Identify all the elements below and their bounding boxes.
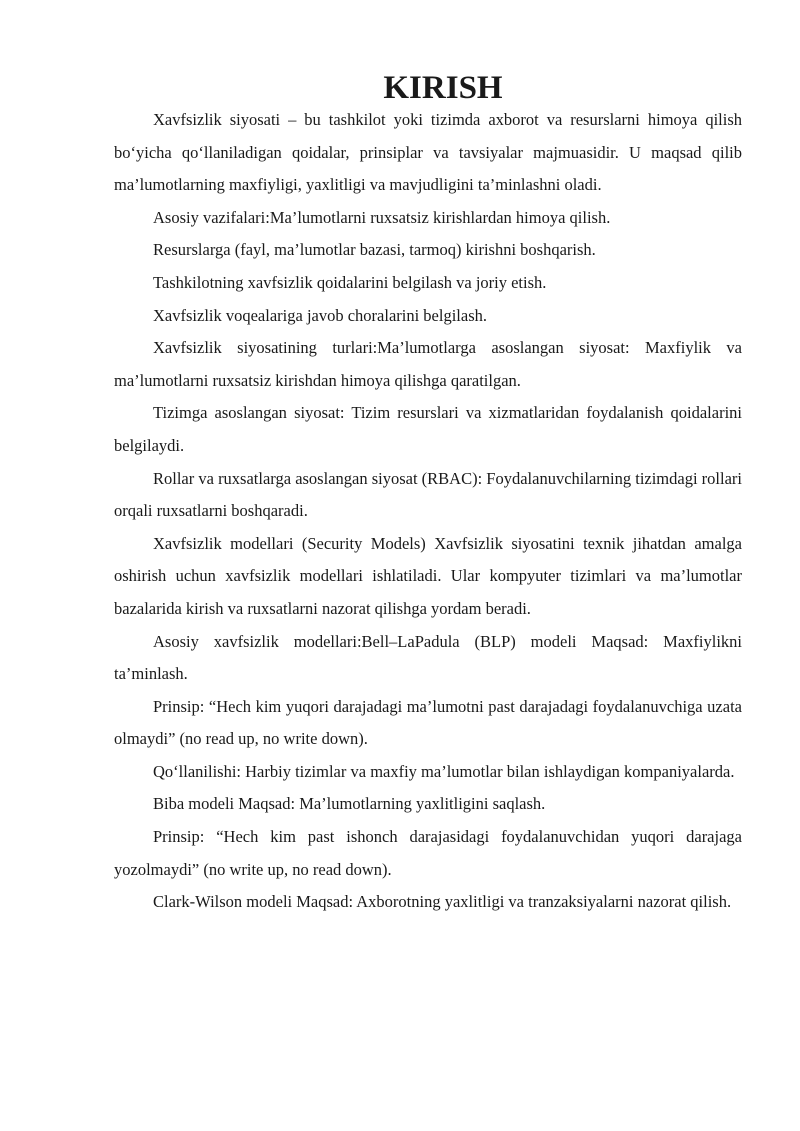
paragraph-policy-types: Xavfsizlik siyosatining turlari:Ma’lumotlarga asoslangan siyosat: Maxfiylik va ma’lumotlarni ruxsatsiz kirishdan himoya qilishga qaratilgan. <box>114 338 742 390</box>
page-title: KIRISH <box>383 70 503 106</box>
paragraph-clark-wilson: Clark-Wilson modeli Maqsad: Axborotning yaxlitligi va tranzaksiyalarni nazorat qilish. <box>153 892 732 912</box>
paragraph-system-policy: Tizimga asoslangan siyosat: Tizim resurslari va xizmatlaridan foydalanish qoidalarini belgilaydi. <box>114 403 742 455</box>
paragraph-rules: Tashkilotning xavfsizlik qoidalarini belgilash va joriy etish. <box>153 272 547 292</box>
paragraph-biba-model: Biba modeli Maqsad: Ma’lumotlarning yaxlitligini saqlash. <box>153 794 546 814</box>
paragraph-main-tasks: Asosiy vazifalari:Ma’lumotlarni ruxsatsiz kirishlardan himoya qilish. <box>153 207 611 227</box>
paragraph-blp-model: Asosiy xavfsizlik modellari:Bell–LaPadula (BLP) modeli Maqsad: Maxfiylikni ta’minlash. <box>114 631 742 684</box>
paragraph-blp-usage: Qo‘llanilishi: Harbiy tizimlar va maxfiy ma’lumotlar bilan ishlaydigan kompaniyalarda. <box>153 761 735 781</box>
paragraph-rbac: Rollar va ruxsatlarga asoslangan siyosat (RBAC): Foydalanuvchilarning tizimdagi rollari orqali ruxsatlarni boshqaradi. <box>114 468 742 521</box>
paragraph-intro: Xavfsizlik siyosati – bu tashkilot yoki tizimda axborot va resurslarni himoya qilish bo‘yicha qo‘llaniladigan qoidalar, prinsiplar va tavsiyalar majmuasidir. U maqsad qilib ma’lumotlarning maxfiyligi, yaxlitligi va mavjudligini ta’minlashni oladi. <box>114 110 742 195</box>
paragraph-incident-response: Xavfsizlik voqealariga javob choralarini belgilash. <box>153 305 488 325</box>
document-page <box>114 72 742 919</box>
paragraph-blp-principle: Prinsip: “Hech kim yuqori darajadagi ma’lumotni past darajadagi foydalanuvchiga uzata olmaydi” (no read up, no write down). <box>114 696 742 749</box>
paragraph-security-models: Xavfsizlik modellari (Security Models) Xavfsizlik siyosatini texnik jihatdan amalga oshirish uchun xavfsizlik modellari ishlatiladi. Ular kompyuter tizimlari va ma’lumotlar bazalarida kirish va ruxsatlarni nazorat qilishga yordam beradi. <box>114 533 742 618</box>
paragraph-biba-principle: Prinsip: “Hech kim past ishonch darajasidagi foydalanuvchidan yuqori darajaga yozolmaydi” (no write up, no read down). <box>114 827 742 879</box>
paragraph-resource-access: Resurslarga (fayl, ma’lumotlar bazasi, tarmoq) kirishni boshqarish. <box>153 240 596 260</box>
